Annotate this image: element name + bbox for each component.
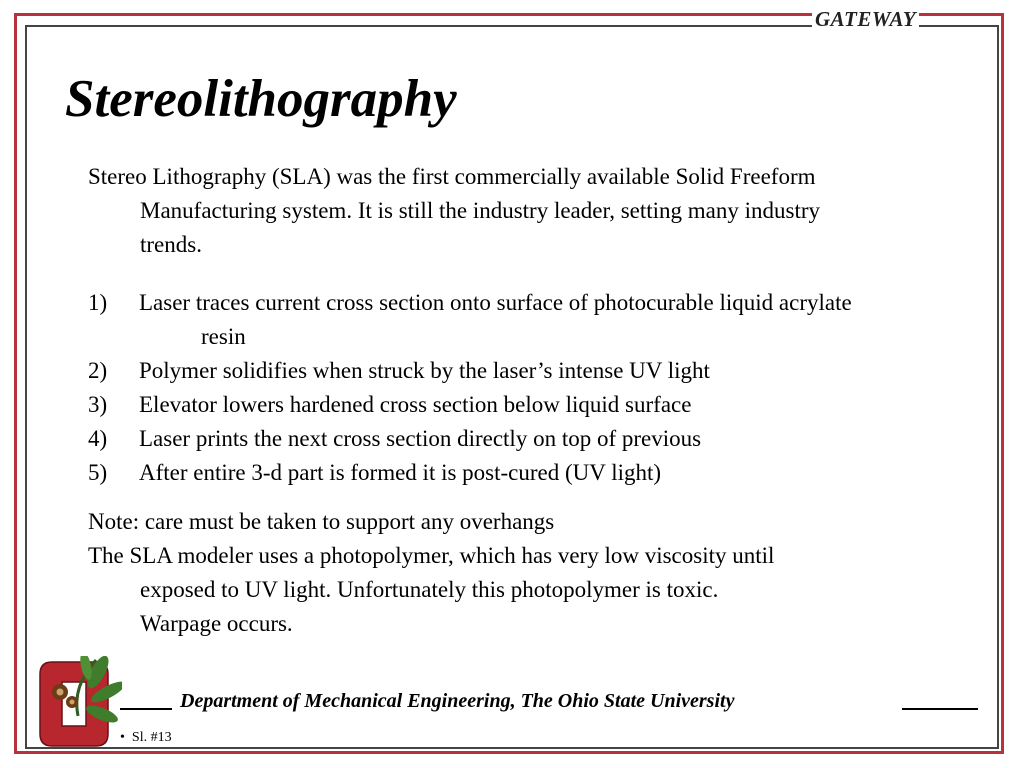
step-number: 1) — [88, 290, 108, 315]
ohio-state-logo-icon — [38, 656, 122, 752]
step-text: After entire 3-d part is formed it is post-cured (UV light) — [139, 460, 662, 485]
footer-rule-right — [902, 708, 978, 710]
step-text: Polymer solidifies when struck by the laser’s intense UV light — [139, 358, 710, 383]
process-steps-list — [88, 286, 878, 490]
list-item — [88, 422, 878, 456]
step-number: 4) — [88, 426, 108, 451]
step-number: 5) — [88, 460, 108, 485]
footer-rule-left — [120, 708, 172, 710]
intro-text: Stereo Lithography (SLA) was the first commercially available Solid Freeform Manufacturing system. It is still the industry leader, setting many industry trends. — [88, 164, 821, 257]
bullet-icon: • — [120, 730, 125, 745]
step-number: 2) — [88, 358, 108, 383]
notes-section — [88, 505, 788, 641]
list-item — [88, 388, 878, 422]
step-text: Laser traces current cross section onto surface of photocurable liquid acrylate resin — [139, 290, 852, 349]
list-item — [88, 354, 878, 388]
gateway-brand: GATEWAY — [812, 7, 919, 32]
slide-number — [120, 730, 172, 746]
footer-department: Department of Mechanical Engineering, The Ohio State University — [180, 690, 735, 712]
overhang-note: Note: care must be taken to support any overhangs — [88, 509, 555, 534]
step-text: Elevator lowers hardened cross section below liquid surface — [139, 392, 692, 417]
slide-title: Stereolithography — [65, 70, 457, 128]
step-number: 3) — [88, 392, 108, 417]
list-item — [88, 286, 878, 354]
intro-paragraph — [88, 160, 848, 262]
step-text: Laser prints the next cross section directly on top of previous — [139, 426, 702, 451]
slide-number-text: Sl. #13 — [131, 730, 172, 745]
list-item — [88, 456, 878, 490]
photopolymer-note: The SLA modeler uses a photopolymer, which has very low viscosity until exposed to UV light. Unfortunately this photopolymer is toxic. Warpage occurs. — [88, 543, 775, 636]
